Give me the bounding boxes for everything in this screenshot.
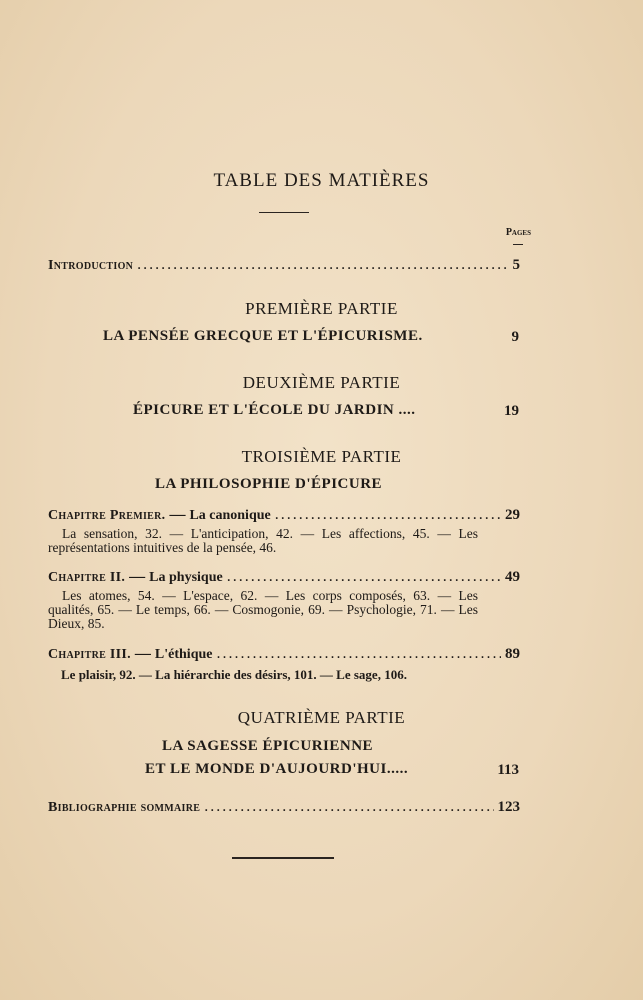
- chapter-1-summary: La sensation, 32. — L'anticipation, 42. — Les affections, 45. — Les représentations intuitives de la pensée, 46.: [48, 526, 478, 555]
- chapter-3-label: Chapitre III.: [48, 647, 131, 662]
- part2-page: 19: [504, 403, 519, 419]
- part1-page: 9: [511, 329, 519, 345]
- chapter-3-summary: Le plaisir, 92. — La hiérarchie des désirs, 101. — Le sage, 106.: [61, 667, 407, 682]
- part3-subtitle: LA PHILOSOPHIE D'ÉPICURE: [155, 476, 383, 492]
- toc-entry-introduction: [48, 256, 520, 274]
- chapter-2-name: La physique: [149, 570, 223, 585]
- part3-heading: TROISIÈME PARTIE: [241, 447, 402, 466]
- closing-rule: [232, 857, 334, 859]
- dot-leader: [275, 506, 501, 524]
- chapter-2-page: 49: [505, 569, 520, 585]
- chapter-1-page: 29: [505, 507, 520, 523]
- chapter-3-name: L'éthique: [154, 647, 213, 662]
- chapter-3-sep: —: [134, 645, 151, 662]
- dot-leader: [217, 645, 502, 663]
- part2-subtitle: ÉPICURE ET L'ÉCOLE DU JARDIN ....: [133, 402, 416, 418]
- pages-column-header: [506, 227, 531, 245]
- chapter-1-title: [48, 506, 271, 524]
- part1-heading: PREMIÈRE PARTIE: [245, 299, 398, 318]
- chapter-3-page: 89: [505, 646, 520, 662]
- chapter-1-label: Chapitre Premier.: [48, 508, 166, 523]
- part4-subtitle-line2: ET LE MONDE D'AUJOURD'HUI.....: [145, 761, 409, 777]
- dot-leader: [227, 568, 501, 586]
- part4-page: 113: [497, 762, 519, 778]
- chapter-1-name: La canonique: [189, 508, 271, 523]
- title-rule: [259, 212, 309, 213]
- part4-subtitle-line1: LA SAGESSE ÉPICURIENNE: [162, 738, 374, 754]
- chapter-2-sep: —: [129, 568, 146, 585]
- part4-heading: QUATRIÈME PARTIE: [237, 708, 406, 727]
- introduction-label: Introduction: [48, 258, 134, 273]
- bibliography-page: 123: [497, 799, 520, 815]
- part2-heading: DEUXIÈME PARTIE: [242, 373, 401, 392]
- toc-entry-chapter-2: [48, 568, 520, 586]
- pages-header-dash: [513, 244, 523, 245]
- chapter-2-title: [48, 568, 223, 586]
- toc-entry-bibliography: [48, 798, 520, 816]
- introduction-page: 5: [512, 257, 520, 273]
- chapter-1-sep: —: [169, 506, 186, 523]
- dot-leader: [137, 256, 508, 274]
- dot-leader: [204, 798, 493, 816]
- bibliography-label: Bibliographie sommaire: [48, 800, 201, 815]
- part1-subtitle: LA PENSÉE GRECQUE ET L'ÉPICURISME.: [103, 328, 423, 344]
- chapter-3-title: [48, 645, 213, 663]
- toc-entry-chapter-1: [48, 506, 520, 524]
- chapter-2-summary: Les atomes, 54. — L'espace, 62. — Les corps composés, 63. — Les qualités, 65. — Le temps, 66. — Cosmogonie, 69. — Psychologie, 71. — Les Dieux, 85.: [48, 588, 478, 631]
- page-title: TABLE DES MATIÈRES: [213, 170, 430, 191]
- chapter-2-label: Chapitre II.: [48, 570, 126, 585]
- pages-header-label: Pages: [505, 227, 531, 238]
- toc-entry-chapter-3: [48, 645, 520, 663]
